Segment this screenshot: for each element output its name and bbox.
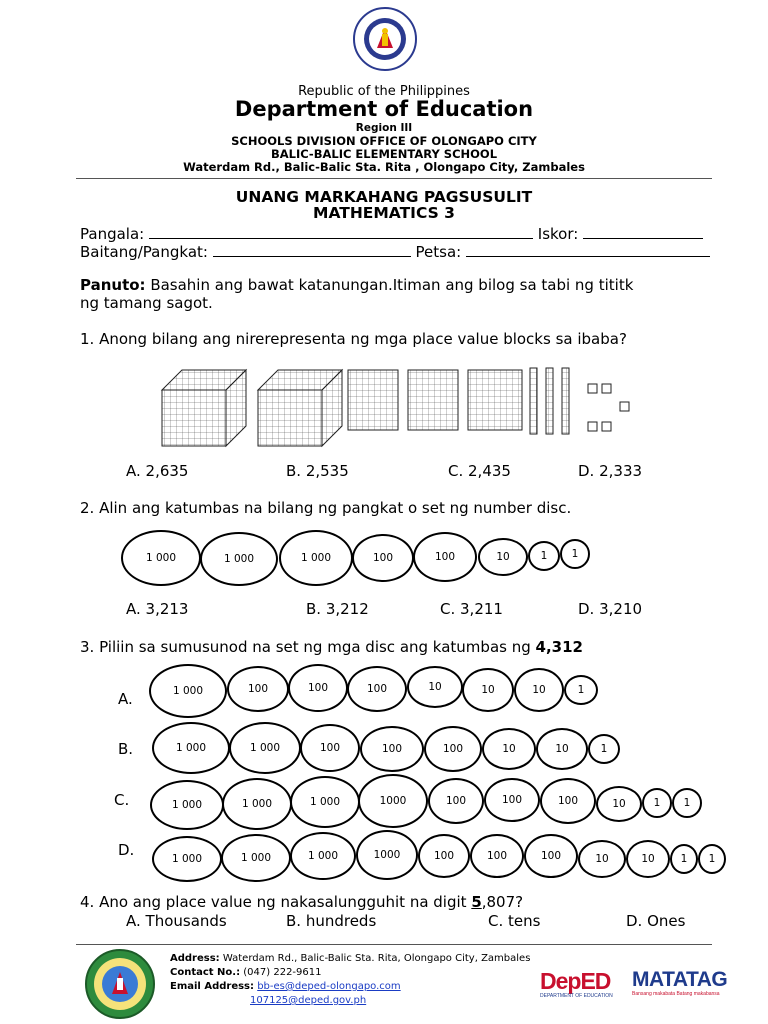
q3-a-disc: 100 <box>227 666 289 712</box>
q3-d-disc: 100 <box>418 834 470 878</box>
one-unit-3 <box>620 402 629 411</box>
matatag-logo-text: MATATAG <box>632 968 728 991</box>
footer-contact-label: Contact No.: <box>170 967 241 978</box>
q3-c-disc: 100 <box>428 778 484 824</box>
deped-logo-text: DepED <box>540 968 611 994</box>
q3-set-b-label[interactable]: B. <box>118 740 134 758</box>
q3-c-disc: 100 <box>484 778 540 822</box>
q3-c-disc: 1 000 <box>290 776 360 828</box>
q2-disc: 1 <box>528 541 560 571</box>
one-unit-1 <box>588 384 597 393</box>
republic-line: Republic of the Philippines <box>298 84 470 99</box>
division-line: SCHOOLS DIVISION OFFICE OF OLONGAPO CITY <box>231 134 537 148</box>
ten-rod-2 <box>546 368 553 434</box>
q3-b-disc: 100 <box>424 726 482 772</box>
q2-option-a[interactable]: A. 3,213 <box>126 600 189 618</box>
q3-b-disc: 1 000 <box>152 722 230 774</box>
q3-set-c-label[interactable]: C. <box>114 791 130 809</box>
name-field-row <box>80 224 703 243</box>
thousand-cube-2 <box>258 370 342 446</box>
instructions <box>80 276 633 294</box>
q3-c-disc: 100 <box>540 778 596 824</box>
q3-c-disc: 1 000 <box>150 780 224 830</box>
header-divider <box>76 178 712 179</box>
instructions-text-1: Basahin ang bawat katanungan.Itiman ang bilog sa tabi ng tititk <box>145 276 634 294</box>
q3-c-disc: 10 <box>596 786 642 822</box>
one-unit-5 <box>602 422 611 431</box>
thousand-cube-1 <box>162 370 246 446</box>
q4-option-b[interactable]: B. hundreds <box>286 912 377 930</box>
q3-c-disc: 1 000 <box>222 778 292 830</box>
question-2-text: 2. Alin ang katumbas na bilang ng pangkat o set ng number disc. <box>80 499 572 517</box>
department-title: Department of Education <box>234 97 534 121</box>
question-3-number: 4,312 <box>535 638 583 656</box>
footer-divider <box>76 944 712 945</box>
footer-address <box>170 953 530 964</box>
q3-b-disc: 100 <box>360 726 424 772</box>
grade-label: Baitang/Pangkat: <box>80 243 208 261</box>
footer-contact <box>170 967 322 978</box>
hundred-flat-3 <box>468 370 522 430</box>
grade-field-row <box>80 242 710 261</box>
q3-b-disc: 10 <box>482 728 536 770</box>
q3-b-disc: 100 <box>300 724 360 772</box>
q3-d-disc: 1 000 <box>152 836 222 882</box>
q2-option-b[interactable]: B. 3,212 <box>306 600 369 618</box>
place-value-blocks <box>158 366 658 448</box>
q3-a-disc: 10 <box>407 666 463 708</box>
hundred-flat-1 <box>348 370 398 430</box>
q4-option-d[interactable]: D. Ones <box>626 912 686 930</box>
q1-option-b[interactable]: B. 2,535 <box>286 462 349 480</box>
subject-title: MATHEMATICS 3 <box>313 204 455 222</box>
footer-email-link-2[interactable]: 107125@deped.gov.ph <box>250 995 367 1006</box>
footer-email-label: Email Address: <box>170 981 255 992</box>
date-blank[interactable] <box>466 242 710 257</box>
question-1-text: 1. Anong bilang ang nirerepresenta ng mga place value blocks sa ibaba? <box>80 330 627 348</box>
region-line: Region III <box>355 122 413 134</box>
question-4-text <box>80 893 523 911</box>
q4-option-c[interactable]: C. tens <box>488 912 541 930</box>
q2-disc: 1 000 <box>279 530 353 586</box>
q1-option-d[interactable]: D. 2,333 <box>578 462 643 480</box>
footer-address-label: Address: <box>170 953 220 964</box>
q3-d-disc: 1 000 <box>221 834 291 882</box>
q2-disc: 1 000 <box>121 530 201 586</box>
q2-disc: 10 <box>478 538 528 576</box>
q3-d-disc: 1000 <box>356 830 418 880</box>
ten-rod-1 <box>530 368 537 434</box>
q3-d-disc: 10 <box>578 840 626 878</box>
question-3-text <box>80 638 583 656</box>
hundred-flat-2 <box>408 370 458 430</box>
date-label: Petsa: <box>415 243 462 261</box>
deped-seal-icon <box>352 6 418 72</box>
instructions-text-2: ng tamang sagot. <box>80 294 213 312</box>
q2-disc: 1 <box>560 539 590 569</box>
matatag-logo-subtext: Bansang makabata Batang makabansa <box>632 991 720 997</box>
q3-c-disc: 1 <box>672 788 702 818</box>
q3-a-disc: 100 <box>347 666 407 712</box>
q3-b-disc: 10 <box>536 728 588 770</box>
q3-set-d-label[interactable]: D. <box>118 841 135 859</box>
footer-address-value: Waterdam Rd., Balic-Balic Sta. Rita, Olongapo City, Zambales <box>219 953 531 964</box>
q2-disc: 100 <box>352 534 414 582</box>
score-blank[interactable] <box>583 224 703 239</box>
ten-rod-3 <box>562 368 569 434</box>
school-logo-icon <box>84 948 156 1020</box>
footer-email-2-row <box>250 995 366 1006</box>
q3-a-disc: 1 <box>564 675 598 705</box>
q1-option-c[interactable]: C. 2,435 <box>448 462 511 480</box>
footer-email-link-1[interactable]: bb-es@deped-olongapo.com <box>257 981 401 992</box>
q3-a-disc: 100 <box>288 664 348 712</box>
footer-email <box>170 981 401 992</box>
q3-a-disc: 10 <box>462 668 514 712</box>
q3-b-disc: 1 000 <box>229 722 301 774</box>
q3-set-a-label[interactable]: A. <box>118 690 133 708</box>
q2-option-d[interactable]: D. 3,210 <box>578 600 643 618</box>
question-4-prefix: 4. Ano ang place value ng nakasalungguhit na digit <box>80 893 472 911</box>
q3-d-disc: 1 <box>670 844 698 874</box>
q3-d-disc: 100 <box>524 834 578 878</box>
q3-a-disc: 10 <box>514 668 564 712</box>
matatag-logo <box>632 968 738 1008</box>
one-unit-2 <box>602 384 611 393</box>
q4-option-a[interactable]: A. Thousands <box>126 912 227 930</box>
deped-logo-subtext: DEPARTMENT OF EDUCATION <box>540 993 613 999</box>
q3-a-disc: 1 000 <box>149 664 227 718</box>
instructions-label: Panuto: <box>80 276 146 294</box>
q1-option-a[interactable]: A. 2,635 <box>126 462 189 480</box>
q2-disc: 100 <box>413 532 477 582</box>
q3-d-disc: 1 000 <box>290 832 356 880</box>
grade-blank[interactable] <box>213 242 411 257</box>
footer-contact-value: (047) 222-9611 <box>240 967 322 978</box>
exam-title: UNANG MARKAHANG PAGSUSULIT <box>235 188 533 206</box>
score-label: Iskor: <box>537 225 579 243</box>
question-3-prefix: 3. Piliin sa sumusunod na set ng mga disc ang katumbas ng <box>80 638 536 656</box>
name-label: Pangala: <box>80 225 145 243</box>
name-blank[interactable] <box>149 224 533 239</box>
school-address-line: Waterdam Rd., Balic-Balic Sta. Rita , Olongapo City, Zambales <box>183 160 585 174</box>
q3-c-disc: 1000 <box>358 774 428 828</box>
q2-option-c[interactable]: C. 3,211 <box>440 600 503 618</box>
question-4-suffix: ,807? <box>481 893 524 911</box>
question-4-underlined-digit: 5 <box>471 893 482 911</box>
deped-logo <box>540 968 630 1008</box>
q3-b-disc: 1 <box>588 734 620 764</box>
q3-d-disc: 10 <box>626 840 670 878</box>
q3-d-disc: 1 <box>698 844 726 874</box>
one-unit-4 <box>588 422 597 431</box>
q3-c-disc: 1 <box>642 788 672 818</box>
q3-d-disc: 100 <box>470 834 524 878</box>
school-line: BALIC-BALIC ELEMENTARY SCHOOL <box>270 147 498 161</box>
q2-disc: 1 000 <box>200 532 278 586</box>
